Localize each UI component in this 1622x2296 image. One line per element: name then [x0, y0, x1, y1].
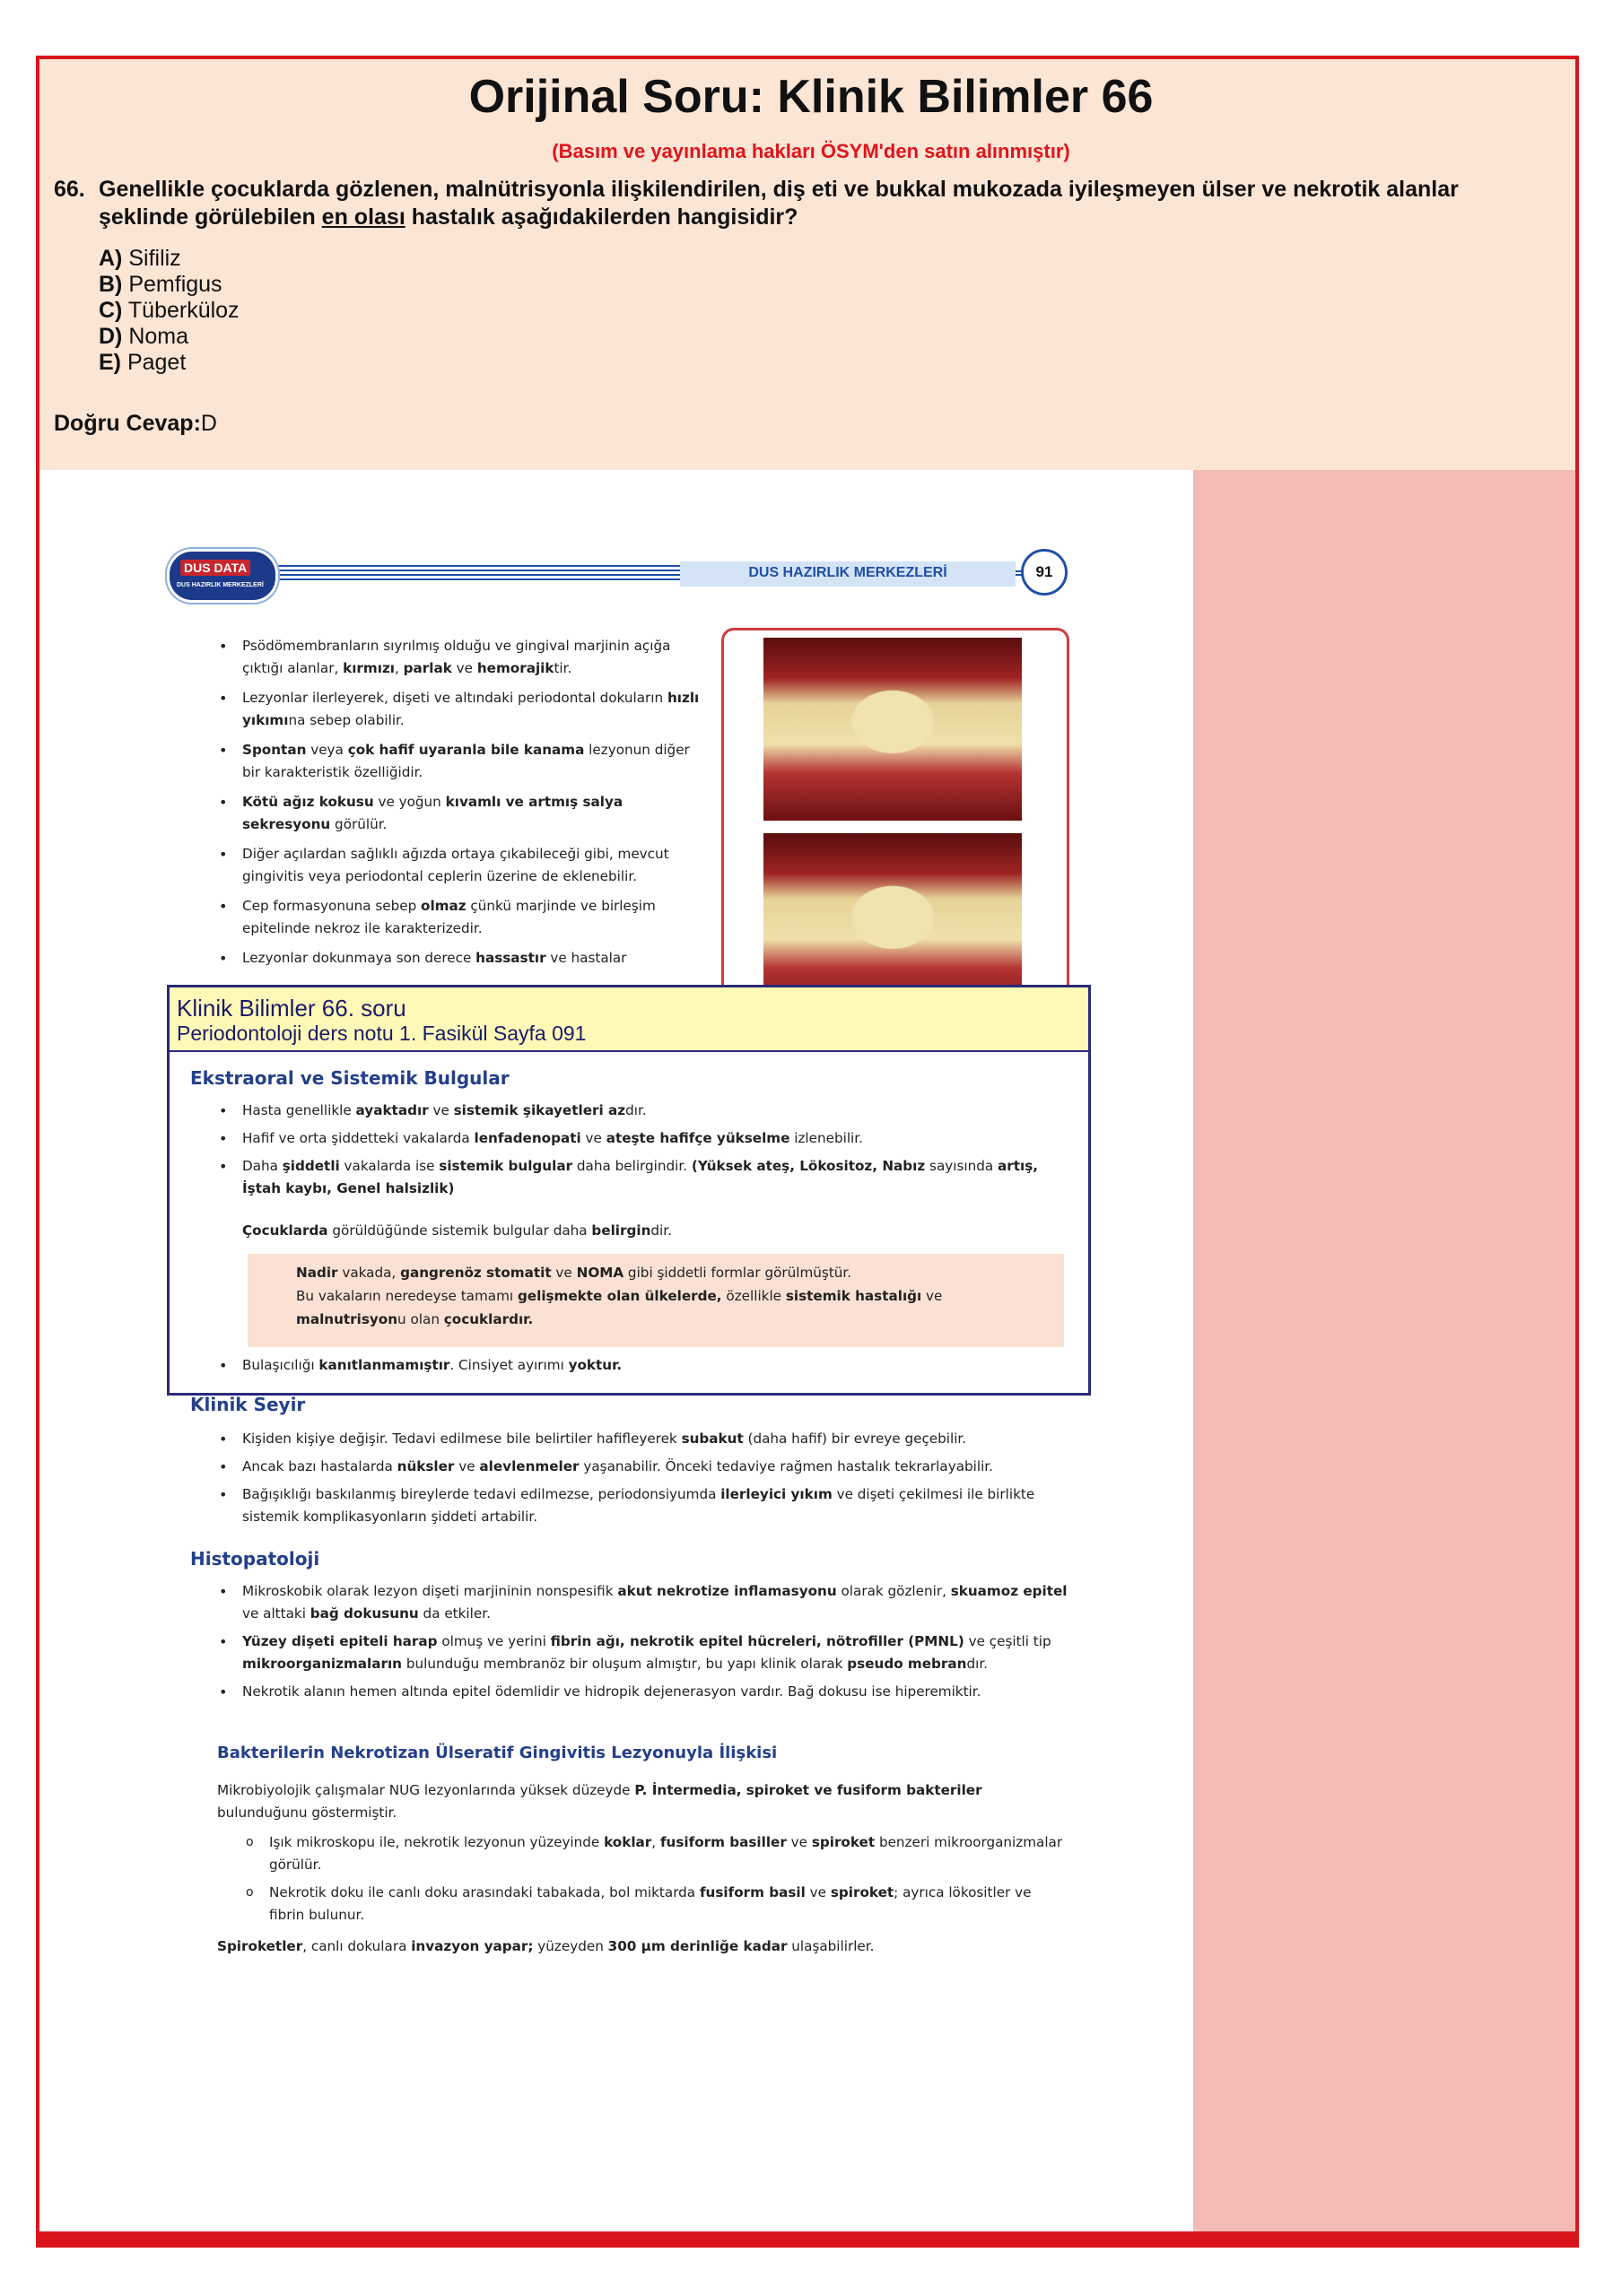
- list-item: • Diğer açılardan sağlıklı ağızda ortaya çıkabileceği gibi, mevcut gingivitis veya periodontal ceplerin üzerine de eklenebilir.: [242, 843, 702, 888]
- highlight-line-2: Bu vakaların neredeyse tamamı gelişmekte olan ülkelerde, özellikle sistemik hastalığı ve malnutrisyonu olan çocuklardır.: [296, 1288, 943, 1327]
- bottom-bar: [36, 2231, 1579, 2248]
- textbook-header: [167, 549, 1068, 597]
- list-item: • Bağışıklığı baskılanmış bireylerde tedavi edilmezse, periodonsiyumda ilerleyici yıkım ve dişeti çekilmesi ile birlikte sistemik komplikasyonların şiddeti artabilir.: [242, 1483, 1068, 1528]
- question-part1: Genellikle çocuklarda gözlenen, malnütrisyonla ilişkilendirilen, diş eti ve bukkal mukozada iyileşmeyen ülser ve nekrotik alanlar şeklinde görülebilen: [99, 177, 1459, 230]
- list-item: • Kötü ağız kokusu ve yoğun kıvamlı ve artmış salya sekresyonu görülür.: [242, 791, 702, 836]
- options-list: [99, 246, 240, 376]
- children-note: Çocuklarda görüldüğünde sistemik bulgular daha belirgindir.: [242, 1222, 672, 1239]
- list-item: • Hasta genellikle ayaktadır ve sistemik şikayetleri azdır.: [242, 1100, 1068, 1122]
- noma-highlight-text: [296, 1261, 1055, 1331]
- highlight-line-1: Nadir vakada, gangrenöz stomatit ve NOMA gibi şiddetli formlar görülmüştür.: [296, 1265, 852, 1281]
- question-text: [54, 176, 1489, 231]
- histo-bullets: [242, 1580, 1068, 1709]
- rights-note: (Basım ve yayınlama hakları ÖSYM'den satın alınmıştır): [552, 140, 1070, 162]
- source-reference-header: [170, 987, 1088, 1052]
- header-label: DUS HAZIRLIK MERKEZLERİ: [748, 565, 947, 580]
- list-item: • Hafif ve orta şiddetteki vakalarda lenfadenopati ve ateşte hafifçe yükselme izlenebilir.: [242, 1127, 1068, 1150]
- section-heading-histo: Histopatoloji: [190, 1548, 320, 1570]
- bacteria-items: [269, 1831, 1069, 1932]
- source-subtitle: Periodontoloji ders notu 1. Fasikül Sayfa 091: [177, 1022, 587, 1045]
- list-item: • Cep formasyonuna sebep olmaz çünkü marjinde ve birleşim epitelinde nekroz ile karakterizedir.: [242, 895, 702, 940]
- section-heading-clinical: Klinik Seyir: [190, 1394, 306, 1415]
- list-item: • Kişiden kişiye değişir. Tedavi edilmese bile belirtiler hafifleyerek subakut (daha hafif) bir evreye geçebilir.: [242, 1428, 1068, 1450]
- bacteria-intro: Mikrobiyolojik çalışmalar NUG lezyonlarında yüksek düzeyde P. İntermedia, spiroket ve fusiform bakteriler bulunduğunu göstermiştir.: [217, 1782, 982, 1821]
- list-item: • Lezyonlar dokunmaya son derece hassastır ve hastalar: [242, 947, 702, 970]
- contagion-bullet: [242, 1354, 1068, 1382]
- correct-answer: Doğru Cevap:D: [54, 411, 217, 436]
- list-item: • Spontan veya çok hafif uyaranla bile kanama lezyonun diğer bir karakteristik özelliğidir.: [242, 739, 702, 784]
- gingiva-photo-1: [763, 638, 1022, 821]
- list-item: o Nekrotik doku ile canlı doku arasındaki tabakada, bol miktarda fusiform basil ve spiroket; ayrıca lökositler ve fibrin bulunur.: [269, 1882, 1069, 1926]
- dus-data-logo: [167, 549, 278, 603]
- clinical-bullets: [242, 1428, 1068, 1534]
- list-item: • Ancak bazı hastalarda nüksler ve alevlenmeler yaşanabilir. Önceki tedaviye rağmen hastalık tekrarlayabilir.: [242, 1456, 1068, 1478]
- logo-sub: DUS HAZIRLIK MERKEZLERİ: [177, 582, 264, 588]
- question-underlined: en olası: [321, 204, 406, 230]
- section-heading-extraoral: Ekstraoral ve Sistemik Bulgular: [190, 1067, 510, 1089]
- list-item: • Bulaşıcılığı kanıtlanmamıştır. Cinsiyet ayırımı yoktur.: [242, 1354, 1068, 1377]
- option-b[interactable]: B) Pemfigus: [99, 272, 222, 297]
- option-c[interactable]: C) Tüberküloz: [99, 298, 240, 323]
- list-item: • Daha şiddetli vakalarda ise sistemik bulgular daha belirgindir. (Yüksek ateş, Lökositoz, Nabız sayısında artış, İştah kaybı, Genel halsizlik): [242, 1155, 1068, 1200]
- list-item: • Nekrotik alanın hemen altında epitel ödemlidir ve hidropik dejenerasyon vardır. Bağ dokusu ise hiperemiktir.: [242, 1681, 1068, 1703]
- page-title: Orijinal Soru: Klinik Bilimler 66: [468, 71, 1154, 123]
- question-number: 66.: [54, 177, 85, 202]
- option-d[interactable]: D) Noma: [99, 324, 189, 349]
- option-e[interactable]: E) Paget: [99, 350, 187, 375]
- list-item: • Psödömembranların sıyrılmış olduğu ve gingival marjinin açığa çıktığı alanlar, kırmızı, parlak ve hemorajiktir.: [242, 635, 702, 680]
- list-item: • Mikroskobik olarak lezyon dişeti marjininin nonspesifik akut nekrotize inflamasyonu olarak gözlenir, skuamoz epitel ve alttaki bağ dokusunu da etkiler.: [242, 1580, 1068, 1625]
- page-number-badge: 91: [1021, 549, 1068, 596]
- question-part2: hastalık aşağıdakilerden hangisidir?: [405, 204, 798, 230]
- option-a[interactable]: A) Sifiliz: [99, 246, 181, 271]
- extraoral-bullets: [242, 1100, 1068, 1205]
- top-bullets: [242, 635, 702, 977]
- logo-brand: DUS DATA: [180, 560, 250, 576]
- spirochete-note: Spiroketler, canlı dokulara invazyon yapar; yüzeyden 300 μm derinliğe kadar ulaşabilirler.: [217, 1938, 875, 1954]
- list-item: o Işık mikroskopu ile, nekrotik lezyonun yüzeyinde koklar, fusiform basiller ve spiroket benzeri mikroorganizmalar görülür.: [269, 1831, 1069, 1876]
- list-item: • Lezyonlar ilerleyerek, dişeti ve altındaki periodontal dokuların hızlı yıkımına sebep olabilir.: [242, 687, 702, 732]
- section-heading-bacteria: Bakterilerin Nekrotizan Ülseratif Gingivitis Lezyonuyla İlişkisi: [217, 1744, 778, 1762]
- source-title: Klinik Bilimler 66. soru: [177, 995, 406, 1022]
- list-item: • Yüzey dişeti epiteli harap olmuş ve yerini fibrin ağı, nekrotik epitel hücreleri, nötrofiller (PMNL) ve çeşitli tip mikroorganizmaların bulunduğu membranöz bir oluşum almıştır, bu yapı klinik olarak pseudo mebrandır.: [242, 1631, 1068, 1675]
